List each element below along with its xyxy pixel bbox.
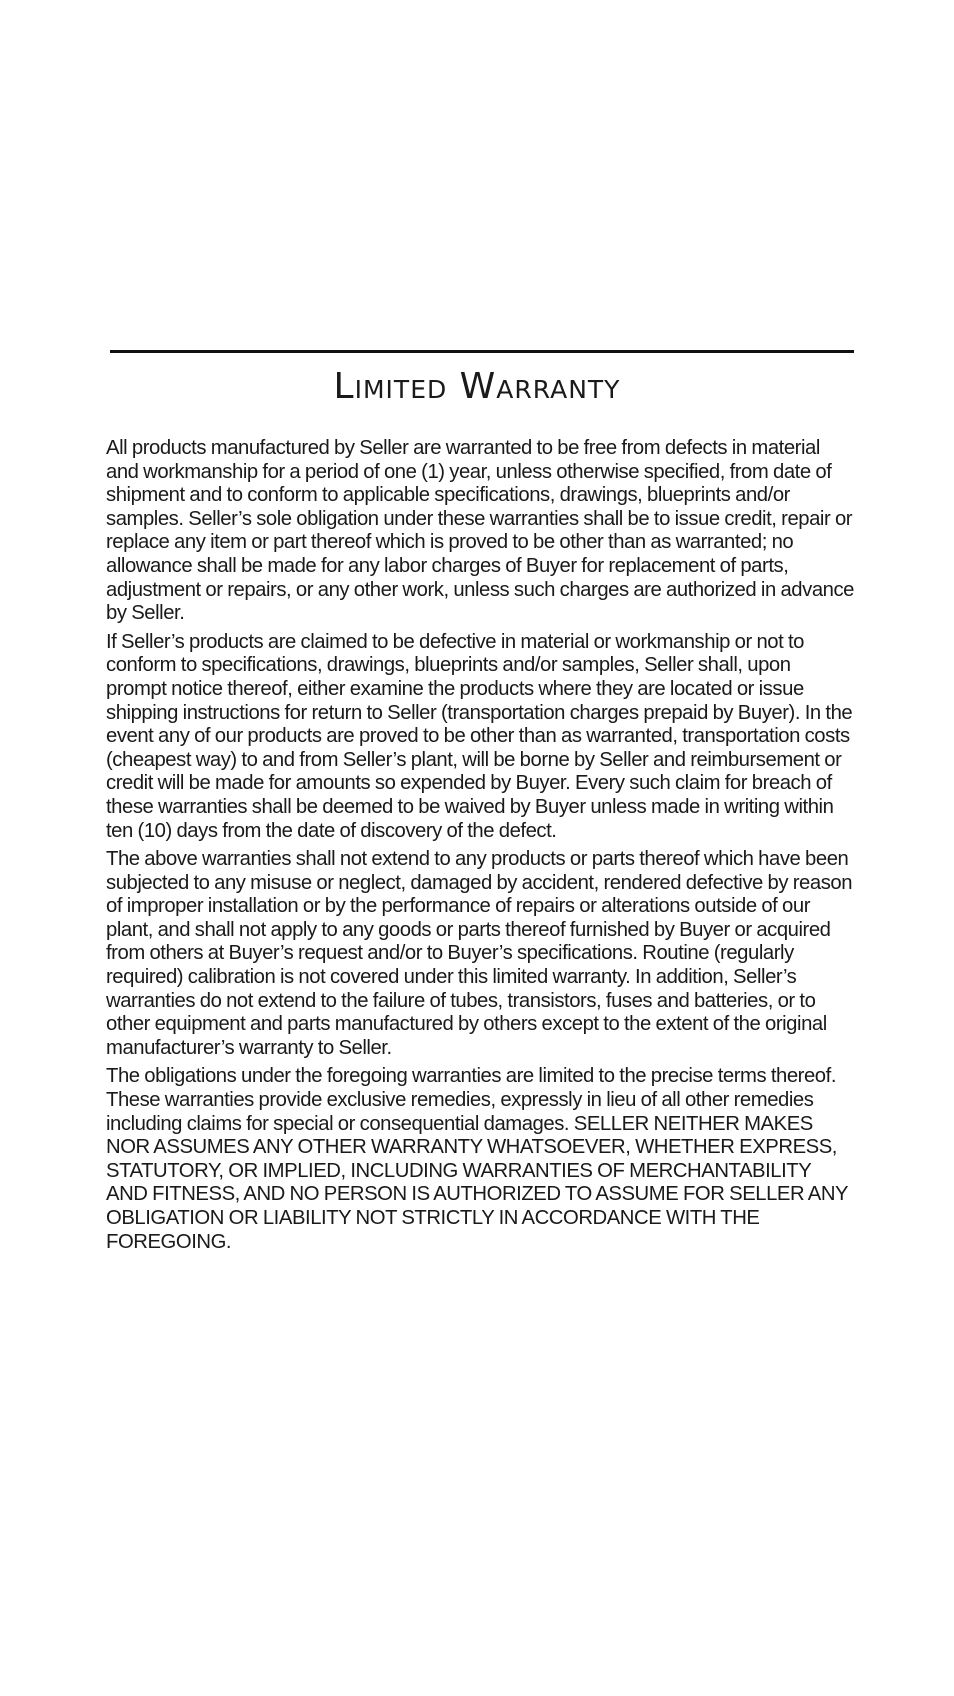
- title-divider: [110, 350, 854, 353]
- warranty-body: [106, 437, 854, 1259]
- warranty-paragraph: The obligations under the foregoing warranties are limited to the precise terms thereof. These warranties provide exclusive remedies, expressly in lieu of all other remedies including claims for special or consequential damages. SELLER NEITHER MAKES NOR ASSUMES ANY OTHER WARRANTY WHATSOEVER, WHETHER EXPRESS, STATUTORY, OR IMPLIED, INCLUDING WARRANTIES OF MERCHANTABILITY AND FITNESS, AND NO PERSON IS AUTHORIZED TO ASSUME FOR SELLER ANY OBLIGATION OR LIABILITY NOT STRICTLY IN ACCORDANCE WITH THE FOREGOING.: [106, 1065, 848, 1253]
- page-title: Limited Warranty: [333, 366, 621, 407]
- warranty-paragraph: If Seller’s products are claimed to be defective in material or workmanship or not to conform to specifications, drawings, blueprints and/or samples, Seller shall, upon prompt notice thereof, either examine the products where they are located or issue shipping instructions for return to Seller (transportation charges prepaid by Buyer). In the event any of our products are proved to be other than as warranted, transportation costs (cheapest way) to and from Seller’s plant, will be borne by Seller and reimbursement or credit will be made for amounts so expended by Buyer. Every such claim for breach of these warranties shall be deemed to be waived by Buyer unless made in writing within ten (10) days from the date of discovery of the defect.: [106, 630, 853, 842]
- warranty-paragraph: The above warranties shall not extend to any products or parts thereof which have been subjected to any misuse or neglect, damaged by accident, rendered defective by reason of improper installation or by the performance of repairs or alterations outside of our plant, and shall not apply to any goods or parts thereof furnished by Buyer or acquired from others at Buyer’s request and/or to Buyer’s specifications. Routine (regularly required) calibration is not covered under this limited warranty. In addition, Seller’s warranties do not extend to the failure of tubes, transistors, fuses and batteries, or to other equipment and parts manufactured by others except to the extent of the original manufacturer’s warranty to Seller.: [106, 848, 853, 1059]
- warranty-paragraph: All products manufactured by Seller are warranted to be free from defects in material and workmanship for a period of one (1) year, unless otherwise specified, from date of shipment and to conform to applicable specifications, drawings, blueprints and/or samples. Seller’s sole obligation under these warranties shall be to issue credit, repair or replace any item or part thereof which is proved to be other than as warranted; no allowance shall be made for any labor charges of Buyer for replacement of parts, adjustment or repairs, or any other work, unless such charges are authorized in advance by Seller.: [106, 437, 854, 625]
